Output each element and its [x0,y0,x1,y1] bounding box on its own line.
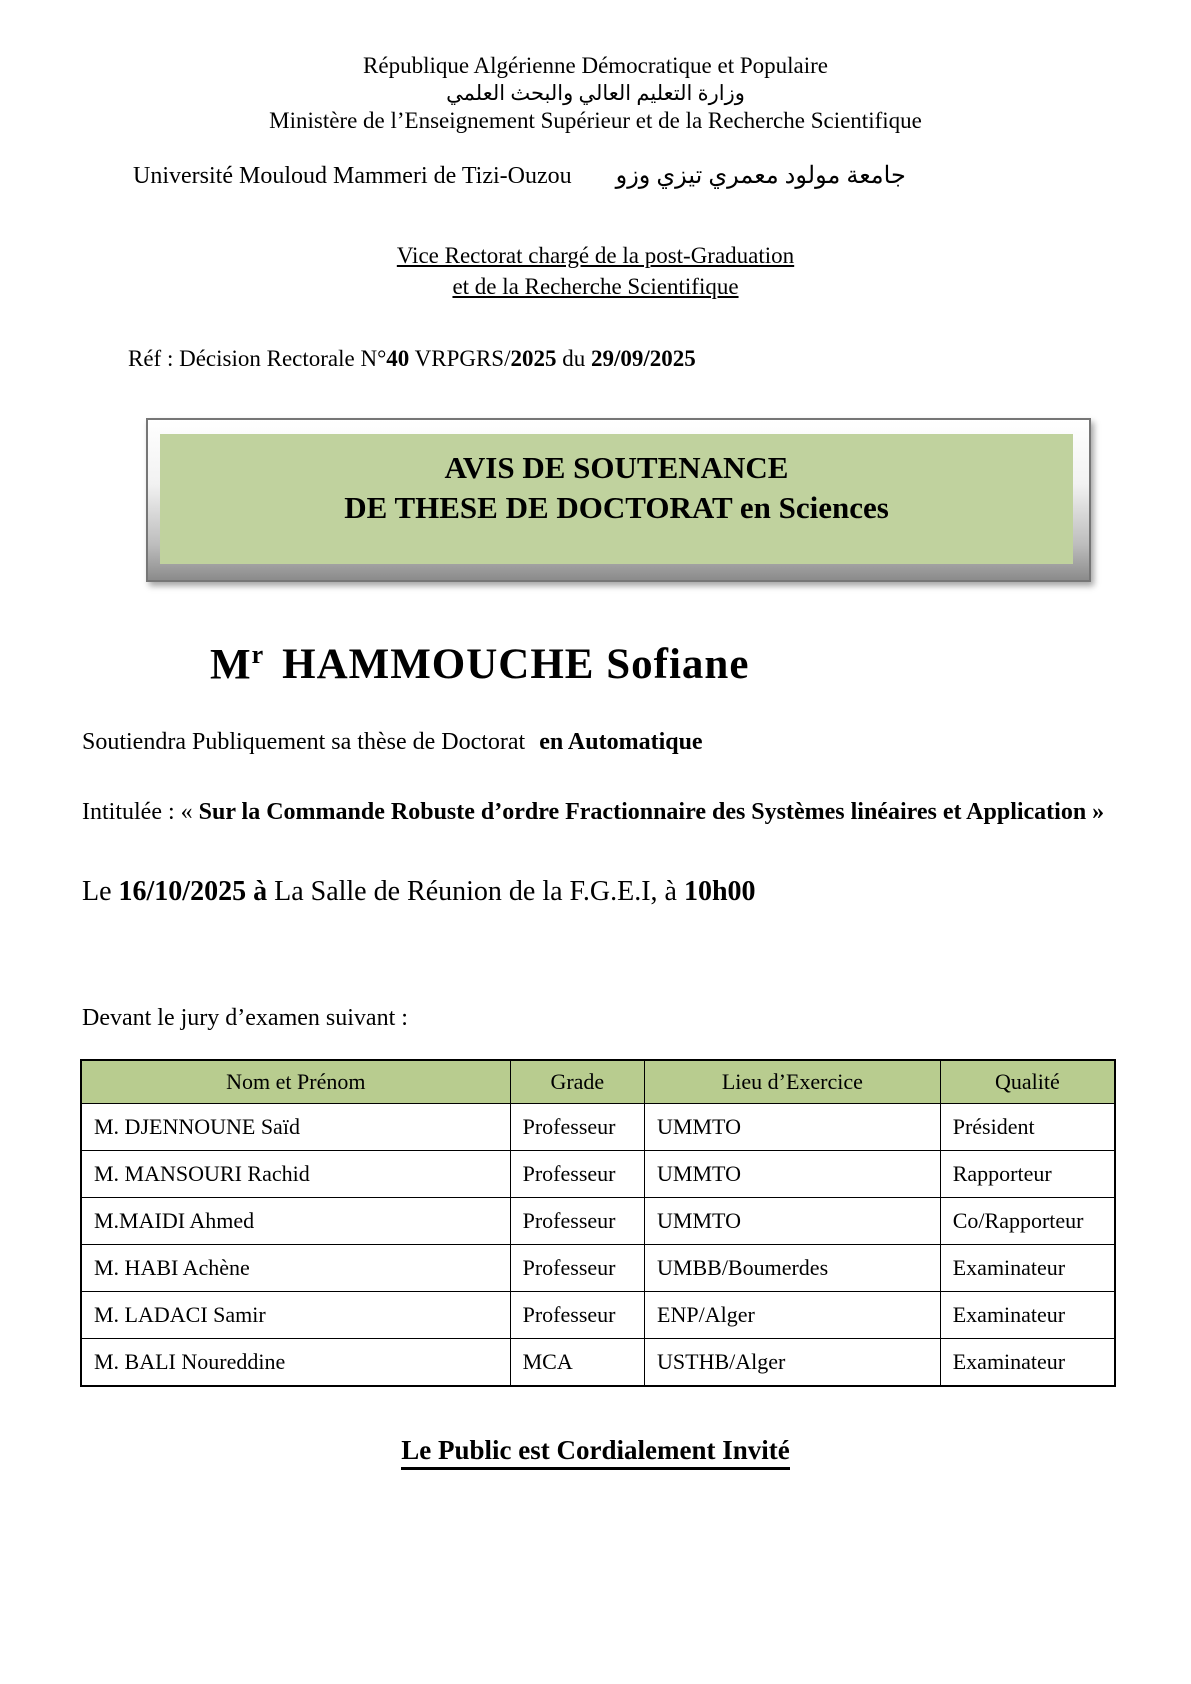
header-qualite: Qualité [940,1060,1115,1104]
university-line [133,161,1191,190]
reference-line [128,346,1191,372]
cell-qualite: Examinateur [940,1339,1115,1387]
national-header [0,52,1191,135]
session-date: 16/10/2025 à [118,876,268,908]
table-row [81,1292,1115,1339]
table-row [81,1198,1115,1245]
cell-grade: Professeur [510,1245,644,1292]
notice-line2: DE THESE DE DOCTORAT en Sciences [344,490,889,525]
session-place: La Salle de Réunion de la F.G.E.I, à [267,876,684,908]
ref-date: 29/09/2025 [591,346,696,371]
session-line [82,875,1109,909]
cell-lieu: UMBB/Boumerdes [645,1245,941,1292]
cell-grade: Professeur [510,1292,644,1339]
jury-table [80,1059,1116,1387]
notice-line1: AVIS DE SOUTENANCE [444,450,789,485]
ref-prefix: Réf : Décision Rectorale N° [128,346,387,371]
ref-du: du [556,346,591,371]
cell-qualite: Examinateur [940,1245,1115,1292]
jury-table-header-row [81,1060,1115,1104]
cell-lieu: UMMTO [645,1104,941,1151]
defense-field: en Automatique [539,729,703,756]
candidate-title-sup: r [251,640,265,669]
cell-grade: MCA [510,1339,644,1387]
cell-qualite: Examinateur [940,1292,1115,1339]
cell-name: M. DJENNOUNE Saïd [81,1104,510,1151]
table-row [81,1104,1115,1151]
table-row [81,1245,1115,1292]
cell-name: M. LADACI Samir [81,1292,510,1339]
public-invitation-line [0,1435,1191,1466]
notice-banner [160,434,1073,564]
cell-name: M. MANSOURI Rachid [81,1151,510,1198]
session-le: Le [82,876,119,908]
defense-text: Soutiendra Publiquement sa thèse de Doctorat [82,729,526,756]
cell-name: M. HABI Achène [81,1245,510,1292]
defense-line [82,725,1109,759]
vice-rectorat-line1: Vice Rectorat chargé de la post-Graduation [396,243,795,268]
republic-line: République Algérienne Démocratique et Populaire [363,53,828,78]
thesis-title: Sur la Commande Robuste d’ordre Fractionnaire des Systèmes linéaires et Application » [198,799,1105,826]
cell-qualite: Président [940,1104,1115,1151]
cell-name: M. BALI Noureddine [81,1339,510,1387]
cell-lieu: UMMTO [645,1151,941,1198]
cell-name: M.MAIDI Ahmed [81,1198,510,1245]
vice-rectorat-block [0,240,1191,302]
university-name-fr: Université Mouloud Mammeri de Tizi-Ouzou [133,163,572,189]
header-grade: Grade [510,1060,644,1104]
cell-grade: Professeur [510,1198,644,1245]
ref-mid: VRPGRS/ [409,346,511,371]
cell-lieu: UMMTO [645,1198,941,1245]
header-nom-prenom: Nom et Prénom [81,1060,510,1104]
candidate-title: M [210,641,252,689]
vice-rectorat-line2: et de la Recherche Scientifique [452,274,739,299]
jury-intro: Devant le jury d’examen suivant : [82,1005,408,1032]
ministry-line: Ministère de l’Enseignement Supérieur et de la Recherche Scientifique [269,108,922,133]
table-row [81,1339,1115,1387]
cell-qualite: Co/Rapporteur [940,1198,1115,1245]
session-time: 10h00 [683,876,756,908]
university-name-ar: جامعة مولود معمري تيزي وزو [615,163,906,189]
public-invitation-text: Le Public est Cordialement Invité [401,1435,789,1470]
cell-lieu: USTHB/Alger [645,1339,941,1387]
header-lieu-exercice: Lieu d’Exercice [645,1060,941,1104]
table-row [81,1151,1115,1198]
notice-frame [146,418,1091,582]
ref-year: 2025 [510,346,557,371]
ministry-arabic-line: وزارة التعليم العالي والبحث العلمي [446,81,745,105]
thesis-prefix: Intitulée : « [82,799,199,826]
candidate-name: HAMMOUCHE Sofiane [282,641,750,689]
cell-qualite: Rapporteur [940,1151,1115,1198]
cell-grade: Professeur [510,1104,644,1151]
candidate-name-line [210,640,1191,689]
cell-lieu: ENP/Alger [645,1292,941,1339]
cell-grade: Professeur [510,1151,644,1198]
thesis-title-line [82,795,1109,829]
ref-number: 40 [386,346,410,371]
